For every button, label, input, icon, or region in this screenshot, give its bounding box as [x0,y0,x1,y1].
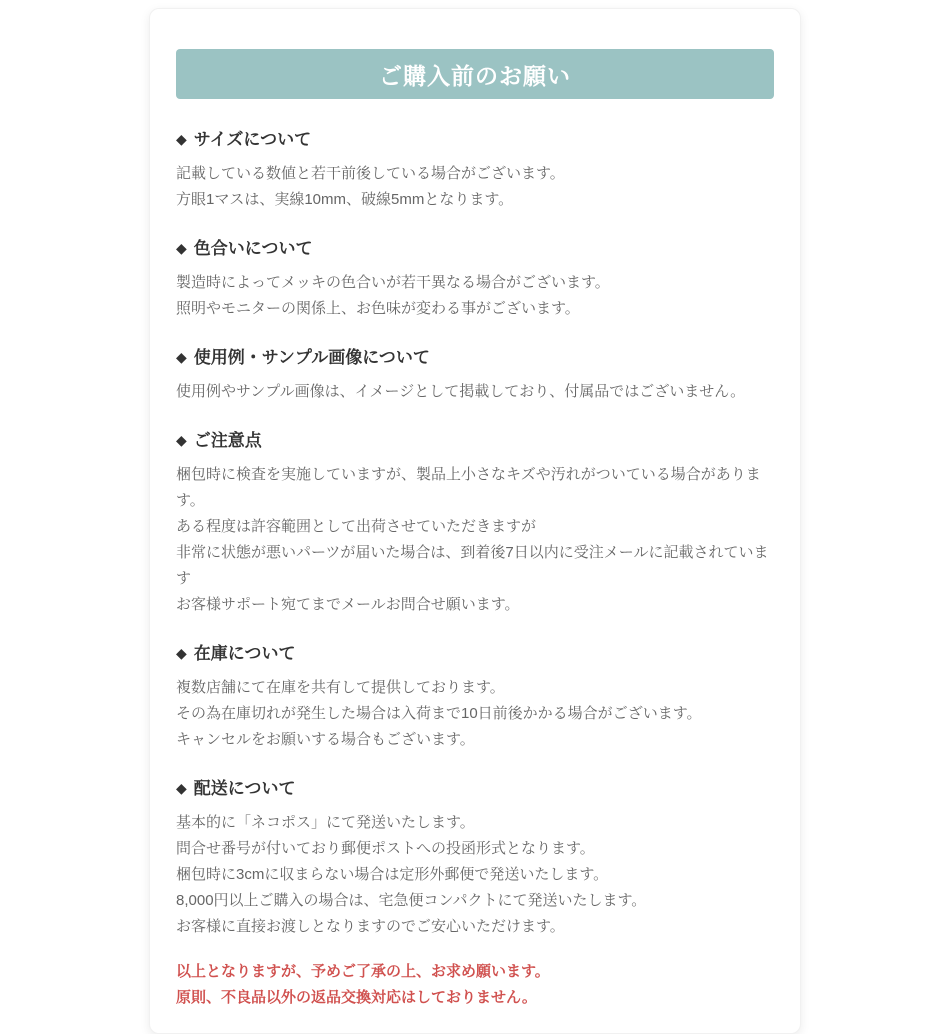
section-body-shipping [176,810,774,940]
section-heading-color [176,237,774,261]
diamond-icon: ◆ [176,131,187,147]
section-body-stock [176,675,774,753]
section-heading-stock [176,642,774,666]
body-line: 梱包時に3cmに収まらない場合は定形外郵便で発送いたします。 [176,866,609,883]
body-line: 製造時によってメッキの色合いが若干異なる場合がございます。 [176,274,610,291]
diamond-icon: ◆ [176,432,187,448]
notice-card [149,8,801,1034]
body-line: 非常に状態が悪いパーツが届いた場合は、到着後7日以内に受注メールに記載されています [176,544,769,587]
body-line: 照明やモニターの関係上、お色味が変わる事がございます。 [176,300,580,317]
section-body-cautions [176,462,774,618]
section-heading-cautions [176,429,774,453]
section-heading-samples [176,346,774,370]
section-heading-label: 配送について [193,779,296,798]
section-heading-label: サイズについて [193,130,312,149]
diamond-icon: ◆ [176,240,187,256]
warning-note [176,959,774,1011]
section-body-size [176,161,774,213]
section-heading-shipping [176,777,774,801]
body-line: 8,000円以上ご購入の場合は、宅急便コンパクトにて発送いたします。 [176,892,647,909]
body-line: 梱包時に検査を実施していますが、製品上小さなキズや汚れがついている場合があります。 [176,466,761,509]
banner [176,49,774,99]
section-heading-label: ご注意点 [193,431,262,450]
body-line: その為在庫切れが発生した場合は入荷まで10日前後かかる場合がございます。 [176,705,702,722]
section-heading-label: 色合いについて [193,239,313,258]
body-line: 使用例やサンプル画像は、イメージとして掲載しており、付属品ではございません。 [176,383,746,400]
body-line: 方眼1マスは、実線10mm、破線5mmとなります。 [176,191,514,208]
body-line: 複数店舗にて在庫を共有して提供しております。 [176,679,505,696]
diamond-icon: ◆ [176,645,187,661]
warning-line: 原則、不良品以外の返品交換対応はしておりません。 [176,989,537,1006]
warning-line: 以上となりますが、予めご了承の上、お求め願います。 [176,963,550,980]
body-line: お客様サポート宛てまでメールお問合せ願います。 [176,596,520,613]
diamond-icon: ◆ [176,780,187,796]
body-line: ある程度は許容範囲として出荷させていただきますが [176,518,537,535]
section-body-color [176,270,774,322]
body-line: キャンセルをお願いする場合もございます。 [176,731,475,748]
section-heading-label: 使用例・サンプル画像について [193,348,430,367]
body-line: 基本的に「ネコポス」にて発送いたします。 [176,814,475,831]
body-line: 記載している数値と若干前後している場合がございます。 [176,165,565,182]
body-line: 問合せ番号が付いており郵便ポストへの投函形式となります。 [176,840,595,857]
section-heading-label: 在庫について [193,644,296,663]
banner-title: ご購入前のお願い [379,62,571,89]
section-body-samples [176,379,774,405]
diamond-icon: ◆ [176,349,187,365]
body-line: お客様に直接お渡しとなりますのでご安心いただけます。 [176,918,565,935]
section-heading-size [176,128,774,152]
